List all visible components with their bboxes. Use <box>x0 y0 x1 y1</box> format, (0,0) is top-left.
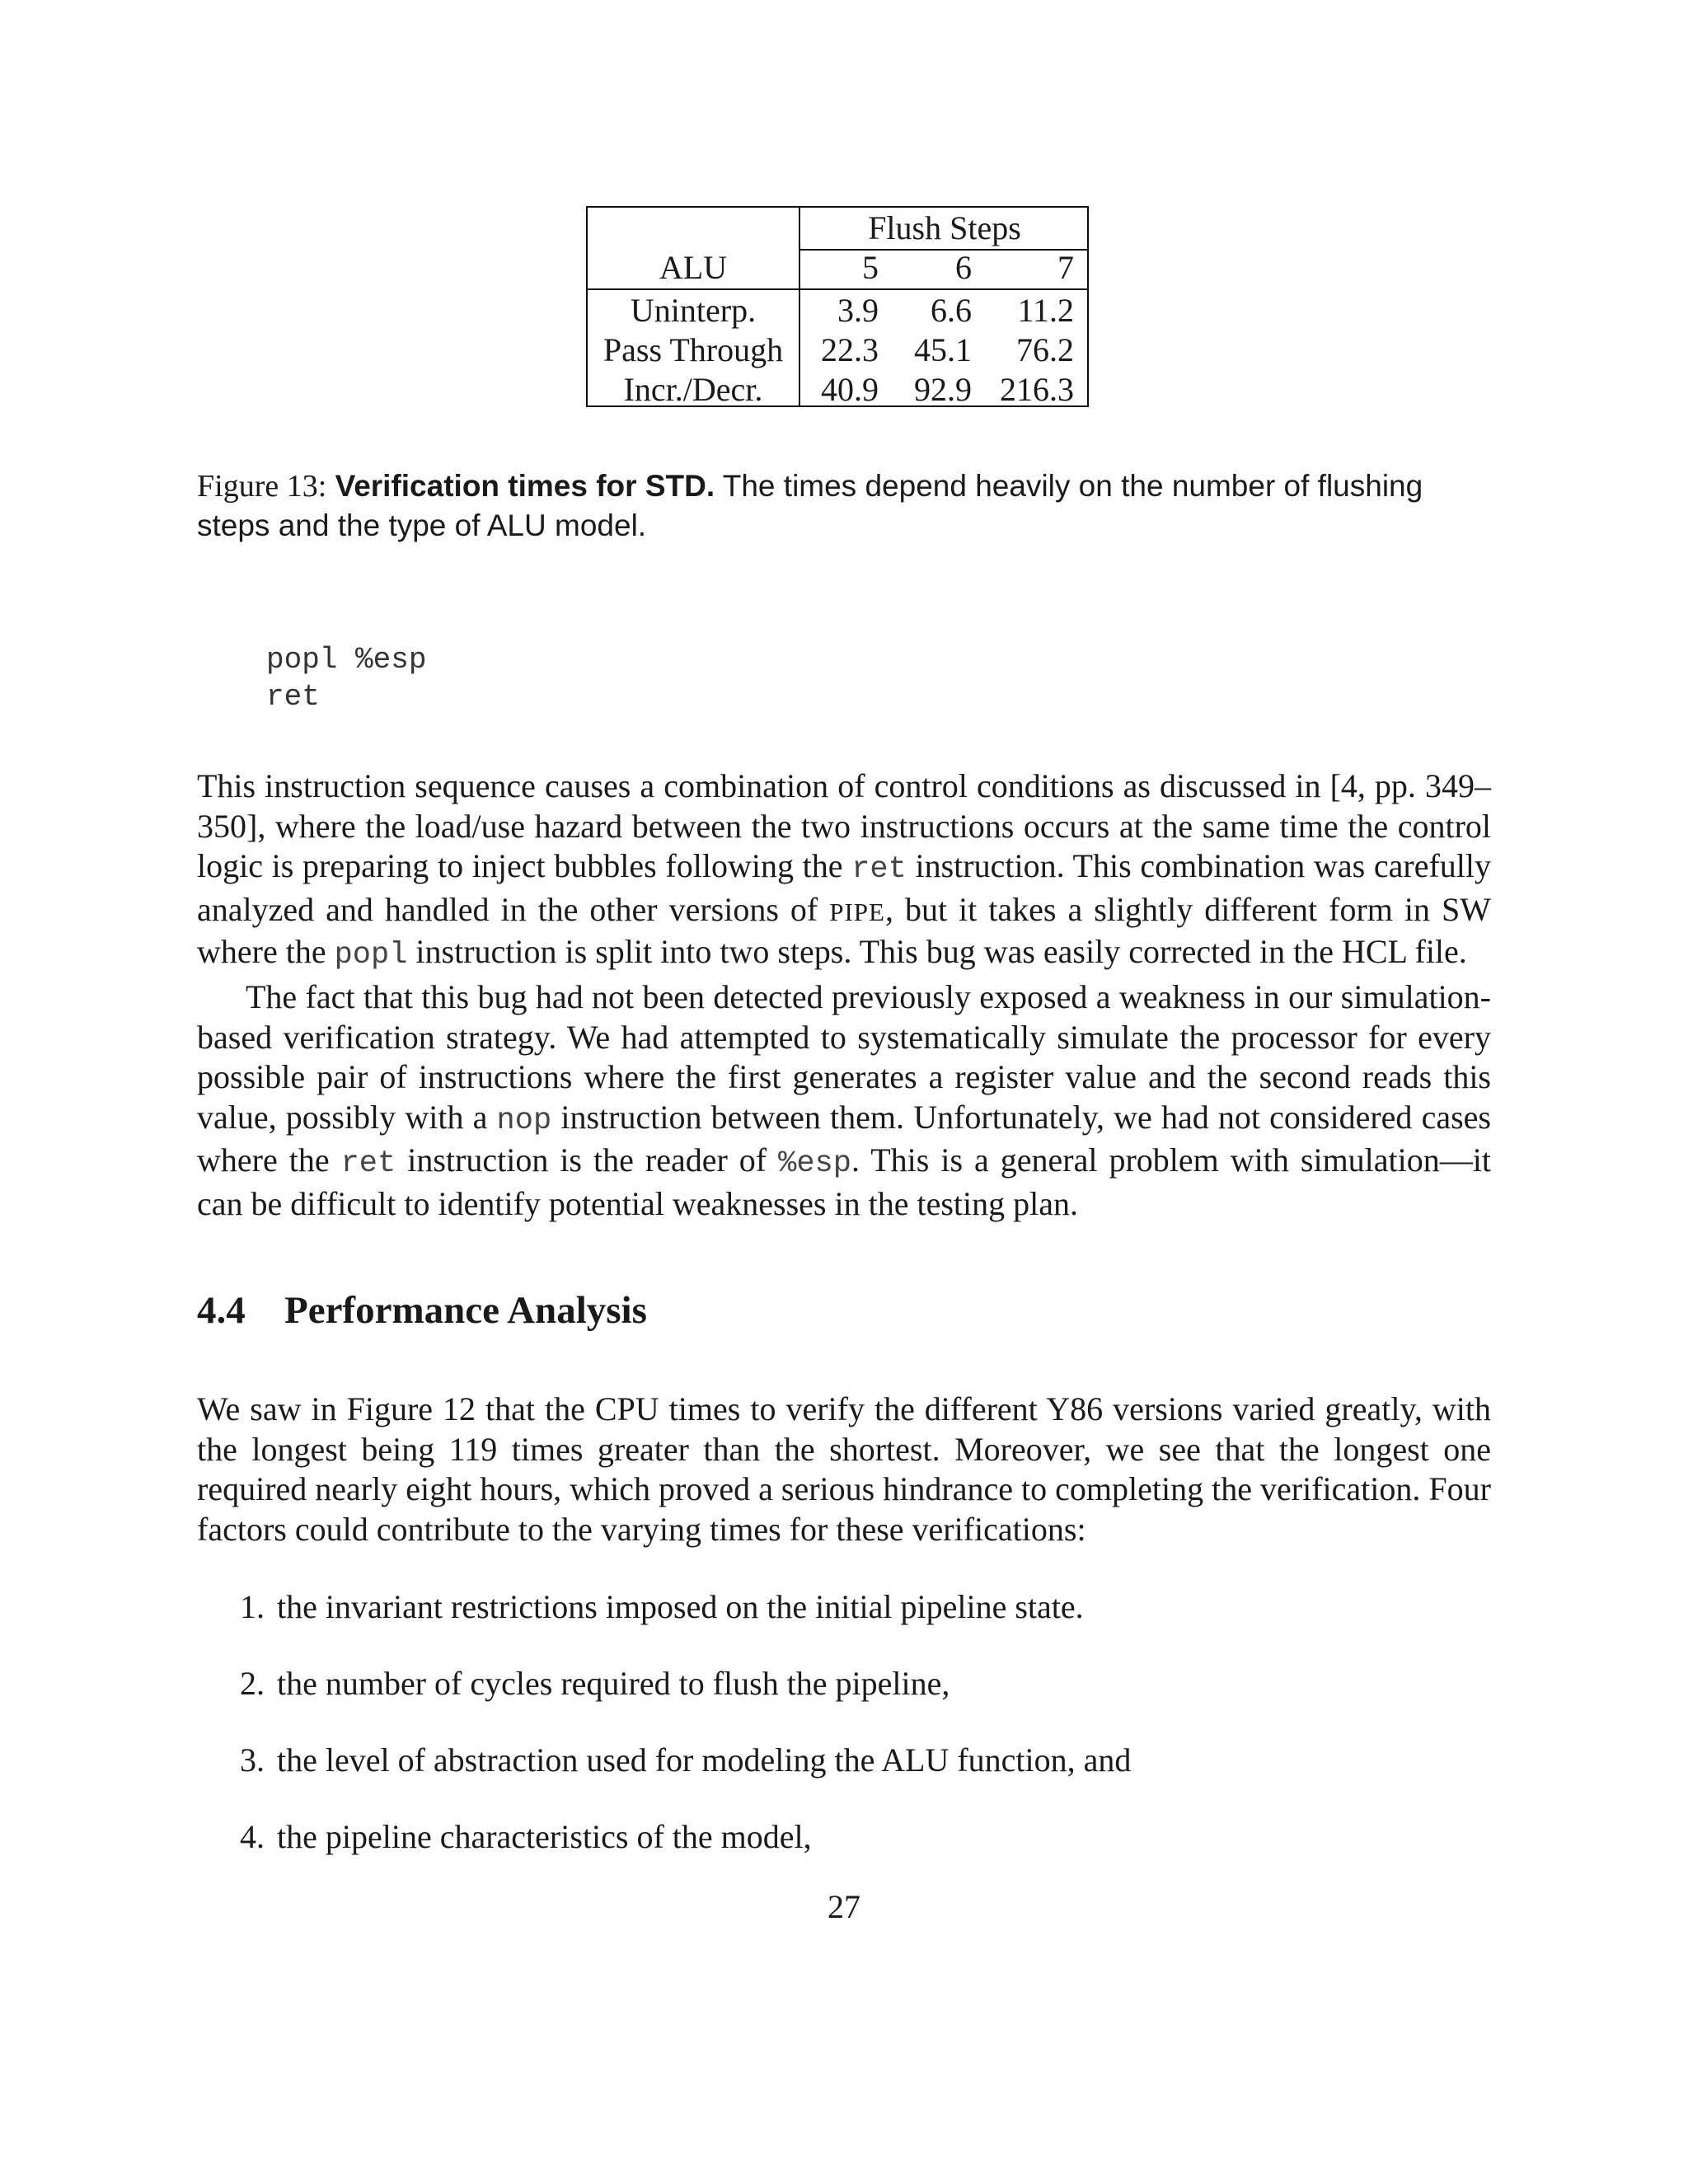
paragraph-control-conditions <box>197 766 1491 976</box>
text-run: The fact that this bug had not been detected previously exposed a weakness in our simulation-based verification strategy. We had attempted to systematically simulate the processor for every possible pair of instructions where the first generates a register value and the second reads this value, possibly with a <box>197 978 1491 1136</box>
section-heading <box>197 1286 647 1335</box>
figure-label: Figure 13: <box>197 469 327 504</box>
inline-code: popl <box>334 938 408 972</box>
section-title: Performance Analysis <box>284 1289 647 1332</box>
text-run: , but it takes a slightly different form in SW where the <box>197 890 1492 970</box>
list-item-text: the number of cycles required to flush the pipeline, <box>277 1665 950 1702</box>
table-cell: 45.1 <box>914 331 972 368</box>
inline-code: nop <box>496 1103 552 1138</box>
row-label: Uninterp. <box>630 292 757 329</box>
table-cell: 40.9 <box>821 371 879 408</box>
inline-code: ret <box>340 1146 396 1181</box>
figure-caption-text: The times depend heavily on the number of flushing steps and the type of ALU model. <box>197 469 1423 542</box>
column-header: 7 <box>1057 249 1074 286</box>
paragraph-performance: We saw in Figure 12 that the CPU times to verify the different Y86 versions varied greatly, with the longest being 119 times greater than the shortest. Moreover, we see that the longest one required nearly eight hours, which proved a serious hindrance to completing the verification. Four factors could contribute to the varying times for these verifications: <box>197 1390 1491 1548</box>
small-caps-term: PIPE <box>829 897 885 926</box>
text-run: instruction is the reader of <box>396 1141 779 1179</box>
row-label: Pass Through <box>603 331 784 368</box>
list-item <box>197 1817 1491 1857</box>
list-item-text: the level of abstraction used for modeling the ALU function, and <box>277 1741 1132 1779</box>
factors-list <box>197 1587 1491 1894</box>
code-line: ret <box>266 680 320 714</box>
text-run: instruction between them. Unfortunately, we had not considered cases where the <box>197 1098 1491 1179</box>
list-item-text: the pipeline characteristics of the model, <box>277 1818 812 1855</box>
page-number: 27 <box>828 1888 860 1925</box>
inline-code: ret <box>851 852 907 887</box>
paragraph-simulation-weakness <box>197 977 1491 1224</box>
row-label: Incr./Decr. <box>623 371 763 408</box>
table-cell: 6.6 <box>931 292 972 329</box>
code-block <box>266 641 426 715</box>
code-line: popl %esp <box>266 643 427 677</box>
list-item-number: 1. <box>240 1588 265 1625</box>
figure-title: Verification times for STD. <box>335 469 715 503</box>
text-run: instruction is split into two steps. This bug was easily corrected in the HCL file. <box>407 933 1467 970</box>
list-item-number: 4. <box>240 1818 265 1855</box>
list-item-number: 3. <box>240 1741 265 1779</box>
list-item <box>197 1587 1491 1627</box>
list-item-text: the invariant restrictions imposed on the initial pipeline state. <box>277 1588 1084 1625</box>
table-cell: 92.9 <box>914 371 972 408</box>
list-item <box>197 1664 1491 1704</box>
table-body-rule <box>588 288 1087 290</box>
table-cell: 3.9 <box>837 292 879 329</box>
verification-times-table <box>586 206 1089 407</box>
text-run: instruction. This combination was carefully analyzed and handled in the other versions of <box>197 847 1492 928</box>
column-header: 6 <box>955 249 972 286</box>
text-run: This instruction sequence causes a combination of control conditions as discussed in [4, pp. 349–350], where the load/use hazard between the two instructions occurs at the same time the control logic is preparing to inject bubbles following the <box>197 767 1491 884</box>
table-cell: 22.3 <box>821 331 879 368</box>
figure-caption <box>197 466 1491 546</box>
alu-header: ALU <box>659 249 728 286</box>
table-cell: 11.2 <box>1017 292 1074 329</box>
section-number: 4.4 <box>197 1289 246 1332</box>
list-item <box>197 1741 1491 1780</box>
text-run: . This is a general problem with simulation—it can be difficult to identify potential weaknesses in the testing plan. <box>197 1141 1491 1222</box>
table-cell: 216.3 <box>1000 371 1074 408</box>
table-cell: 76.2 <box>1016 331 1074 368</box>
column-header: 5 <box>862 249 879 286</box>
flush-steps-header: Flush Steps <box>868 209 1021 246</box>
list-item-number: 2. <box>240 1665 265 1702</box>
inline-code: %esp <box>778 1146 851 1181</box>
